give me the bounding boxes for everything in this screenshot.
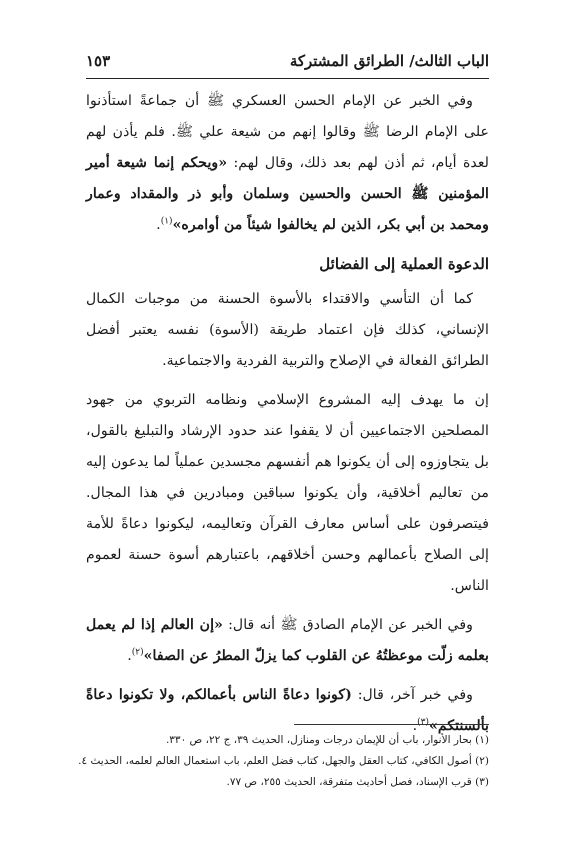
sentence-end: . <box>127 648 132 664</box>
footnote-separator <box>294 724 489 725</box>
paragraph-islamic-project: إن ما يهدف إليه المشروع الإسلامي ونظامه التربوي من جهود المصلحين الاجتماعيين أن لا يقفوا عند حدود الإرشاد والتبليغ بالقول، بل يتجاوزوه إلى أن يكونوا هم أنفسهم مجسدين عملياً لما يدعون إليه من تعاليم أخلاقية، وأن يكونوا سباقين ومبادرين في هذا المجال. فيتصرفون على أساس معارف القرآن وتعاليمه، ليكونوا دعاةً للأمة إلى الصلاح بأعمالهم وحسن أخلاقهم، باعتبارهم أسوة حسنة لعموم الناس. <box>86 392 489 594</box>
footnote-ref: (٢) <box>131 647 144 658</box>
hadith-quote: «إن العالم إذا لم يعمل بعلمه زلّت موعظتُهُ عن القلوب كما يزلّ المطرُ عن الصفا» <box>86 617 489 664</box>
footnotes <box>78 730 489 793</box>
footnote-ref: (١) <box>160 216 173 227</box>
footnote-1: (١) بحار الأنوار، باب أن للإيمان درجات ومنازل، الحديث ٣٩، ج ٢٢، ص ٣٣٠. <box>165 734 489 746</box>
page-header <box>86 42 489 79</box>
paragraph-hadith-sadiq <box>86 610 489 672</box>
footnote-ref: (٣) <box>417 717 430 728</box>
footnote-2: (٢) أصول الكافي، كتاب العقل والجهل، كتاب فضل العلم، باب استعمال العالم لعلمه، الحديث ٤. <box>78 755 489 767</box>
sentence-end: . <box>412 718 418 734</box>
hadith-quote: «ويحكم إنما شيعة أمير المؤمنين ﷺ الحسن والحسين وسلمان وأبو ذر والمقداد وعمار ومحمد بن أبي بكر، الذين لم يخالفوا شيئاً من أوامره» <box>86 155 489 233</box>
paragraph-text: وفي الخبر عن الإمام الصادق ﷺ أنه قال: <box>222 617 473 633</box>
section-heading: الدعوة العملية إلى الفضائل <box>319 255 489 273</box>
page-body <box>86 86 489 750</box>
footnote-3: (٣) قرب الإسناد، فصل أحاديث متفرقة، الحديث ٢٥٥، ص ٧٧. <box>226 776 489 788</box>
paragraph-text: وفي الخبر عن الإمام الحسن العسكري ﷺ أن جماعةً استأذنوا على الإمام الرضا ﷺ وقالوا إنهم من شيعة علي ﷺ. فلم يأذن لهم لعدة أيام، ثم أذن لهم بعد ذلك، وقال لهم: <box>86 93 489 171</box>
paragraph-example: كما أن التأسي والاقتداء بالأسوة الحسنة من موجبات الكمال الإنساني، كذلك فإن اعتماد طريقة (الأسوة) نفسه يعتبر أفضل الطرائق الفعالة في الإصلاح والتربية الفردية والاجتماعية. <box>86 291 489 369</box>
paragraph-hadith-askari <box>86 86 489 241</box>
page-number: ١٥٣ <box>86 52 111 70</box>
running-title: الباب الثالث/ الطرائق المشتركة <box>289 52 489 70</box>
paragraph-text: وفي خبر آخر، قال: <box>351 687 473 703</box>
hadith-quote: (كونوا دعاةً الناس بأعمالكم، ولا تكونوا دعاةً بألسنتكم» <box>86 687 489 734</box>
sentence-end: . <box>156 217 161 233</box>
